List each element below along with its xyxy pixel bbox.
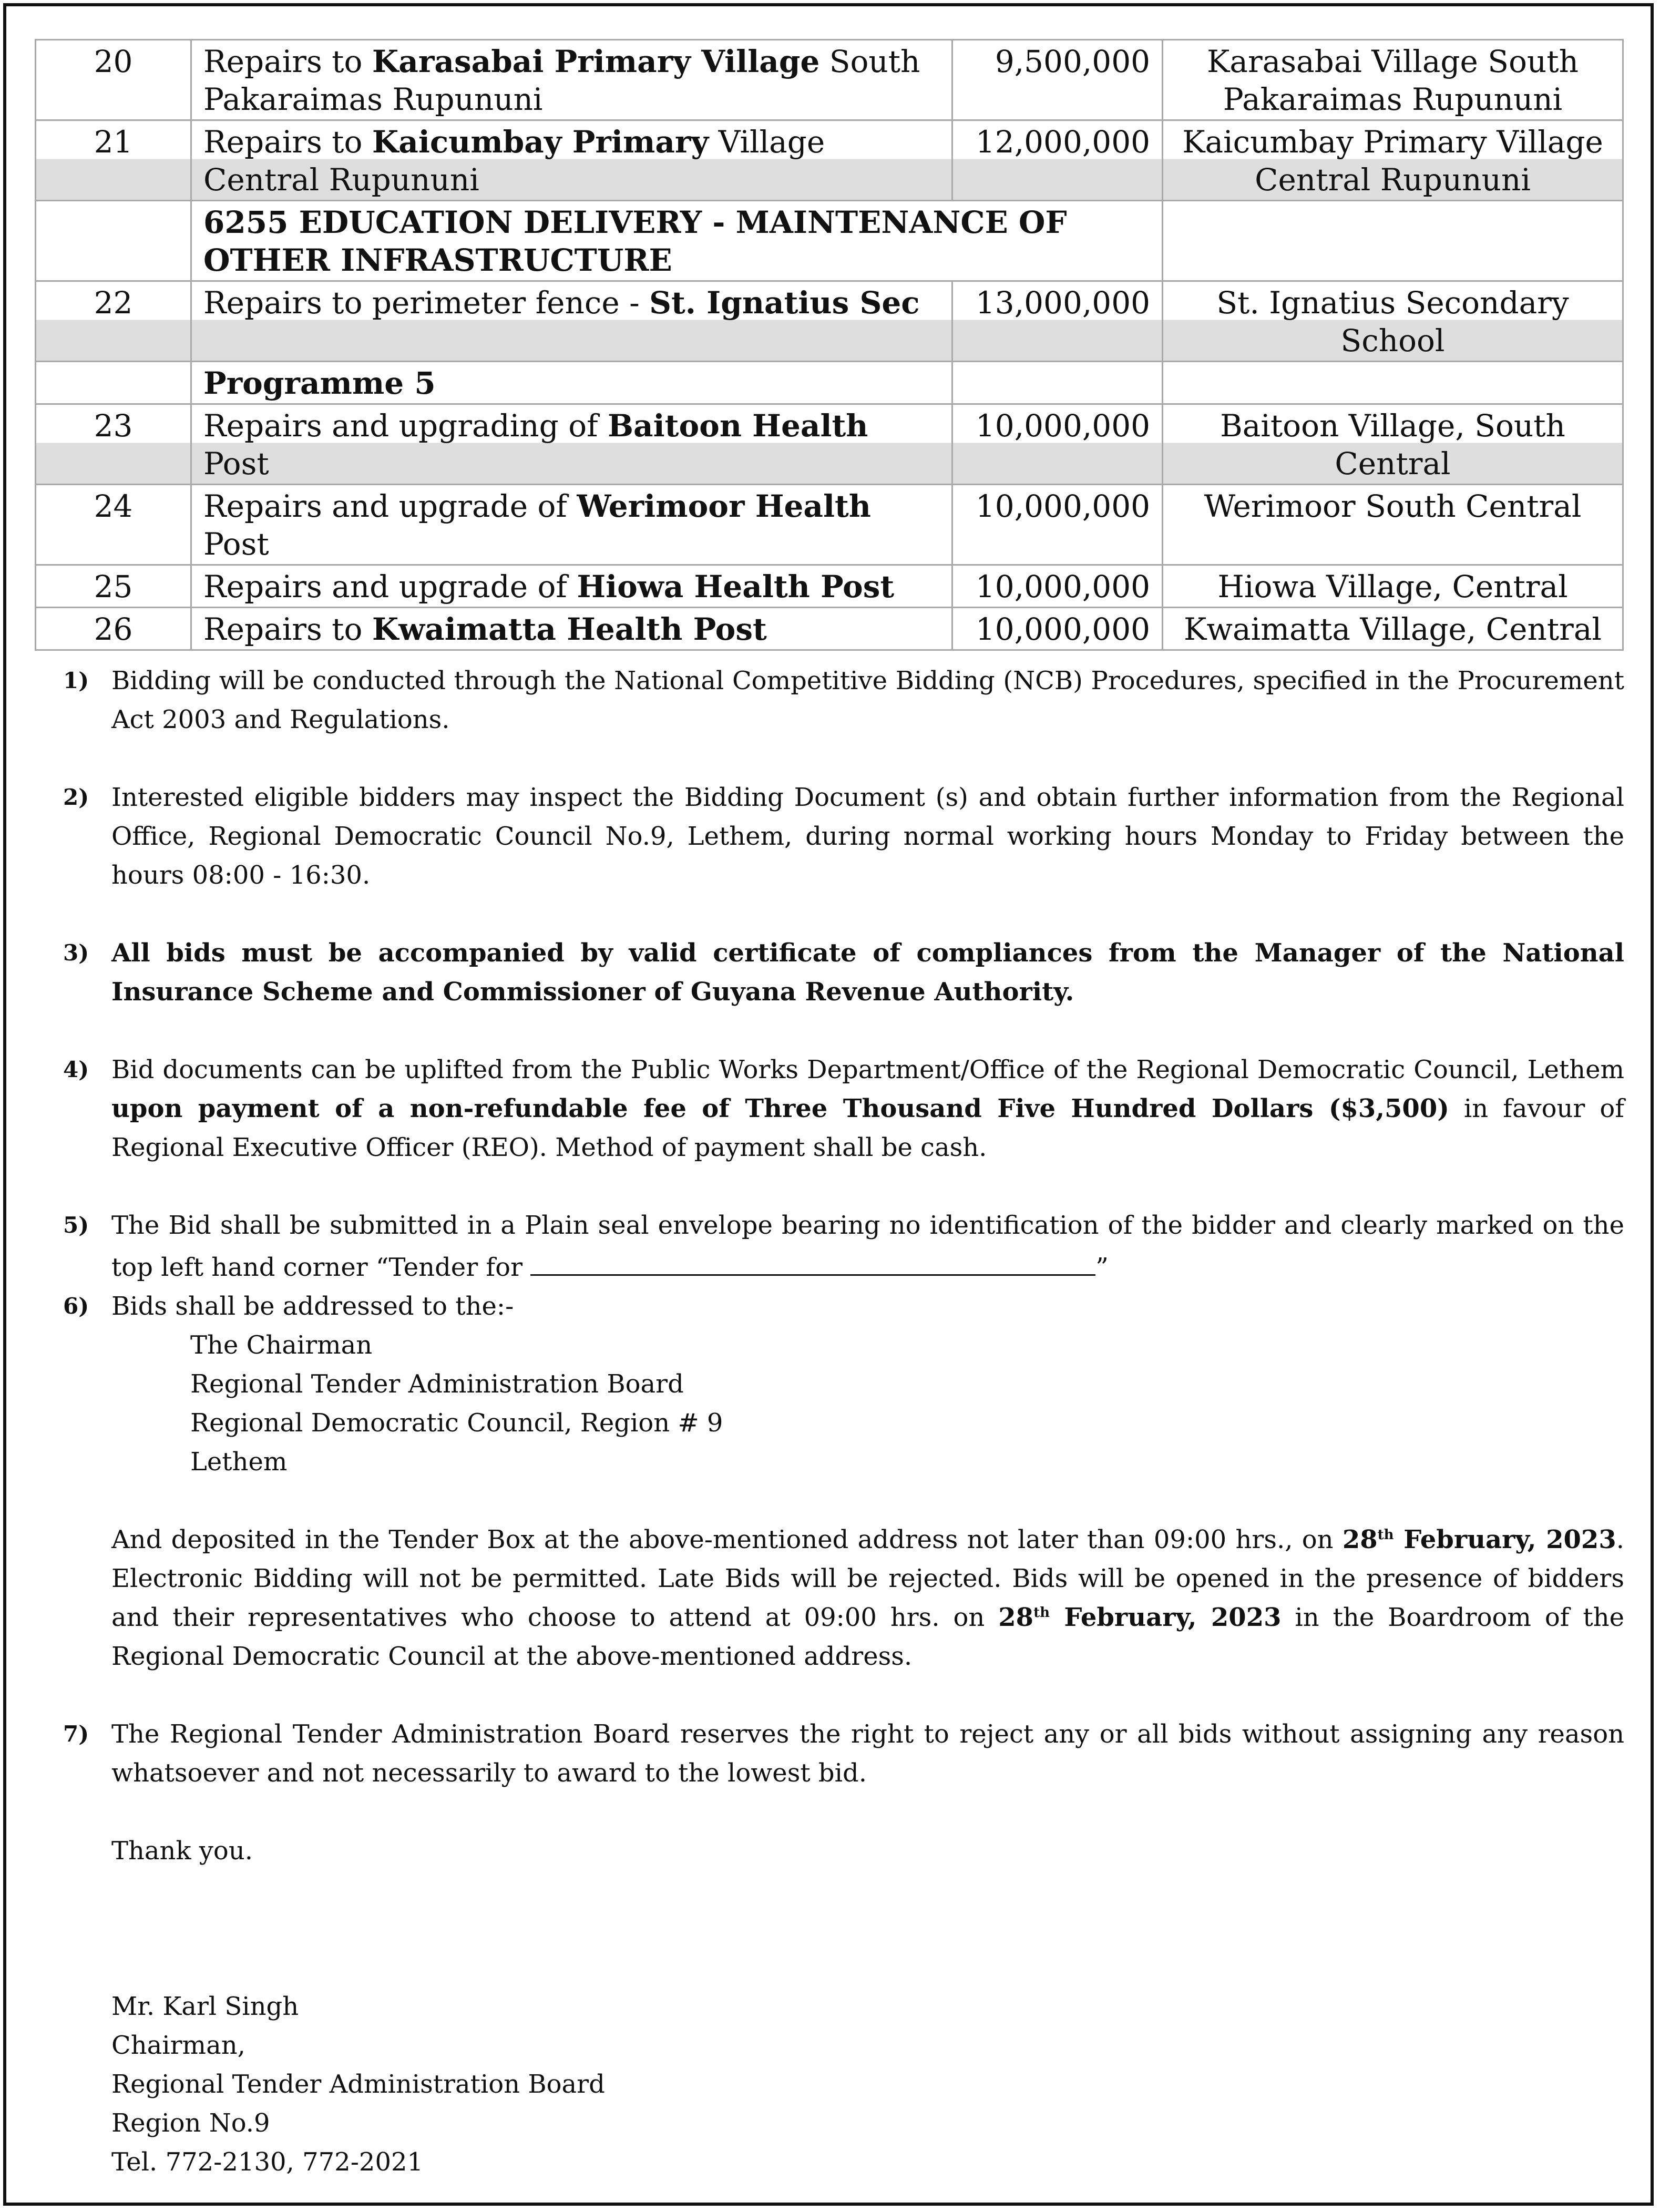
item-description: Repairs to Kwaimatta Health Post xyxy=(191,608,952,650)
note-5: 5) The Bid shall be submitted in a Plain seal envelope bearing no identification of the bidder and clearly marked on the top left hand corner “Tender for ” xyxy=(63,1206,1624,1287)
note-text: Bidding will be conducted through the National Competitive Bidding (NCB) Procedures, specified in the Procurement Act 2003 and Regulations. xyxy=(111,666,1624,734)
table-row xyxy=(36,608,1623,650)
signatory-region: Region No.9 xyxy=(111,2108,270,2138)
table-row xyxy=(36,281,1623,362)
item-description: Repairs to perimeter fence - St. Ignatius Sec xyxy=(191,281,952,362)
note-number: 3) xyxy=(63,940,89,966)
note-text: All bids must be accompanied by valid certificate of compliances from the Manager of the National Insurance Scheme and Commissioner of Guyana Revenue Authority. xyxy=(111,938,1624,1007)
works-table xyxy=(35,39,1624,651)
note-text: Interested eligible bidders may inspect the Bidding Document (s) and obtain further information from the Regional Office, Regional Democratic Council No.9, Lethem, during normal working hours Monday to Friday between the hours 08:00 - 16:30. xyxy=(111,783,1624,890)
item-location: Hiowa Village, Central xyxy=(1163,565,1623,608)
item-amount: 10,000,000 xyxy=(952,565,1163,608)
address-line: Lethem xyxy=(190,1447,288,1477)
signatory-board: Regional Tender Administration Board xyxy=(111,2070,605,2099)
item-location: Baitoon Village, South Central xyxy=(1163,404,1623,485)
item-number: 22 xyxy=(36,281,191,362)
fee-text: upon payment of a non-refundable fee of Three Thousand Five Hundred Dollars ($3,500) xyxy=(111,1094,1449,1123)
item-amount: 9,500,000 xyxy=(952,40,1163,120)
section-heading: 6255 EDUCATION DELIVERY - MAINTENANCE OF OTHER INFRASTRUCTURE xyxy=(191,201,1163,281)
signatory-name: Mr. Karl Singh xyxy=(111,1992,299,2021)
tender-notes xyxy=(63,661,1624,2182)
tender-name-blank xyxy=(530,1245,1095,1276)
item-description: Repairs and upgrade of Werimoor Health Post xyxy=(191,485,952,565)
thanks: Thank you. xyxy=(111,1836,253,1866)
note-number: 7) xyxy=(63,1721,89,1747)
item-location: Kwaimatta Village, Central xyxy=(1163,608,1623,650)
item-number: 20 xyxy=(36,40,191,120)
note-text: Bid documents can be uplifted from the Public Works Department/Office of the Regional Democratic Council, Lethem xyxy=(111,1055,1624,1084)
item-number: 25 xyxy=(36,565,191,608)
table-row xyxy=(36,485,1623,565)
note-2 xyxy=(63,778,1624,895)
item-description: Repairs to Kaicumbay Primary Village Central Rupununi xyxy=(191,120,952,201)
section-heading: Programme 5 xyxy=(191,362,952,404)
item-location: Karasabai Village South Pakaraimas Rupununi xyxy=(1163,40,1623,120)
item-amount: 10,000,000 xyxy=(952,485,1163,565)
note-1 xyxy=(63,661,1624,739)
address-block xyxy=(63,1326,1624,1481)
item-description: Repairs and upgrade of Hiowa Health Post xyxy=(191,565,952,608)
note-text: in favour of Regional Executive Officer (REO). Method of payment shall be cash. xyxy=(111,1094,1624,1162)
item-location: Werimoor South Central xyxy=(1163,485,1623,565)
table-row xyxy=(36,40,1623,120)
note-7 xyxy=(63,1715,1624,1793)
table-row xyxy=(36,120,1623,201)
table-row xyxy=(36,565,1623,608)
section-row xyxy=(36,201,1623,281)
note-number: 1) xyxy=(63,668,89,693)
signatory-phone: Tel. 772-2130, 772-2021 xyxy=(111,2147,424,2177)
item-number: 21 xyxy=(36,120,191,201)
note-number: 6) xyxy=(63,1293,89,1319)
address-line: The Chairman xyxy=(190,1330,373,1360)
item-amount: 10,000,000 xyxy=(952,608,1163,650)
note-number: 5) xyxy=(63,1212,89,1238)
item-amount: 10,000,000 xyxy=(952,404,1163,485)
table-row xyxy=(36,404,1623,485)
note-6 xyxy=(63,1287,1624,1326)
address-line: Regional Tender Administration Board xyxy=(190,1369,684,1399)
note-number: 4) xyxy=(63,1057,89,1082)
note-3 xyxy=(63,934,1624,1011)
item-location: Kaicumbay Primary Village Central Rupununi xyxy=(1163,120,1623,201)
signatory-title: Chairman, xyxy=(111,2031,245,2060)
item-location: St. Ignatius Secondary School xyxy=(1163,281,1623,362)
note-4 xyxy=(63,1050,1624,1167)
item-description: Repairs and upgrading of Baitoon Health Post xyxy=(191,404,952,485)
deposit-paragraph: And deposited in the Tender Box at the above-mentioned address not later than 09:00 hrs., on 28th February, 2023. Electronic Bidding will not be permitted. Late Bids will be rejected. Bids will be opened in the presence of bidders and their representatives who choose to attend at 09:00 hrs. on 28th February, 2023 in the Boardroom of the Regional Democratic Council at the above-mentioned address. xyxy=(111,1525,1625,1671)
item-amount: 13,000,000 xyxy=(952,281,1163,362)
note-number: 2) xyxy=(63,784,89,810)
note-text: The Regional Tender Administration Board reserves the right to reject any or all bids without assigning any reason whatsoever and not necessarily to award to the lowest bid. xyxy=(111,1719,1624,1788)
section-row xyxy=(36,362,1623,404)
item-number: 24 xyxy=(36,485,191,565)
item-number: 23 xyxy=(36,404,191,485)
address-line: Regional Democratic Council, Region # 9 xyxy=(190,1408,723,1438)
item-number: 26 xyxy=(36,608,191,650)
item-amount: 12,000,000 xyxy=(952,120,1163,201)
item-description: Repairs to Karasabai Primary Village South Pakaraimas Rupununi xyxy=(191,40,952,120)
note-text: The Bid shall be submitted in a Plain seal envelope bearing no identification of the bidder and clearly marked on the top left hand corner “Tender for xyxy=(111,1211,1624,1282)
signature-block xyxy=(63,1987,1624,2182)
note-text: Bids shall be addressed to the:- xyxy=(111,1292,514,1321)
